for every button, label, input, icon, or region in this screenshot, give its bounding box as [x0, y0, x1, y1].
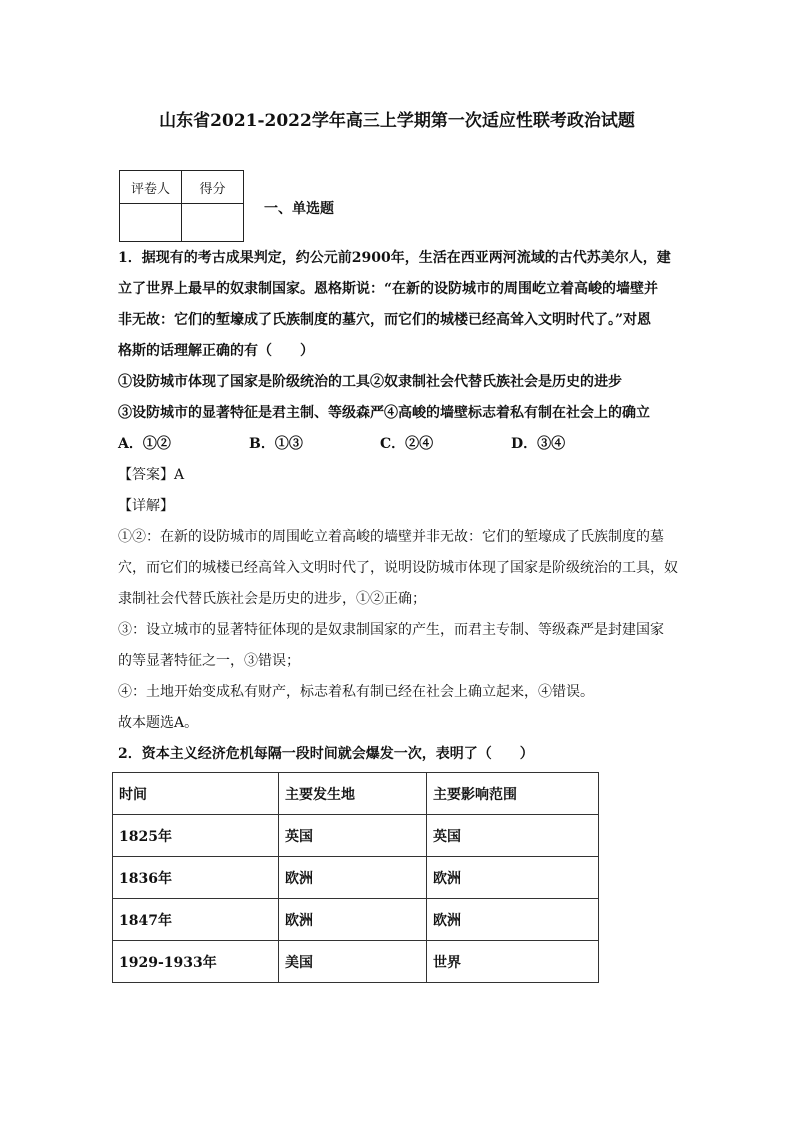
table-header: 主要影响范围 [427, 773, 599, 815]
reviewer-label: 评卷人 [120, 171, 182, 204]
q1-options [118, 429, 678, 460]
table-cell: 1847年 [113, 899, 279, 941]
option-d: D．③④ [511, 436, 566, 452]
q2-stem: 2．资本主义经济危机每隔一段时间就会爆发一次，表明了（ ） [118, 746, 534, 762]
table-header-row [113, 773, 599, 815]
q1-stem-line: 非无故：它们的堑壕成了氏族制度的墓穴，而它们的城楼已经高耸入文明时代了。”对恩 [118, 312, 652, 328]
table-cell: 欧洲 [427, 899, 599, 941]
q1-statement: ①设防城市体现了国家是阶级统治的工具②奴隶制社会代替氏族社会是历史的进步 [118, 374, 622, 390]
q1-stem-line: 1．据现有的考古成果判定，约公元前2900年，生活在西亚两河流域的古代苏美尔人，建 [118, 250, 671, 266]
q1-explanation-line: 穴，而它们的城楼已经高耸入文明时代了，说明设防城市体现了国家是阶级统治的工具，奴 [118, 560, 678, 576]
option-c: C．②④ [380, 436, 434, 452]
q1-statement: ③设防城市的显著特征是君主制、等级森严④高峻的墙壁标志着私有制在社会上的确立 [118, 405, 650, 421]
table-cell: 英国 [427, 815, 599, 857]
q1-explanation-line: ④：土地开始变成私有财产，标志着私有制已经在社会上确立起来，④错误。 [118, 684, 594, 700]
page-title: 山东省2021-2022学年高三上学期第一次适应性联考政治试题 [159, 111, 635, 131]
q1-explanation-line: ①②：在新的设防城市的周围屹立着高峻的墙壁并非无故：它们的堑壕成了氏族制度的墓 [118, 529, 664, 545]
table-row [113, 857, 599, 899]
table-cell: 美国 [279, 941, 427, 983]
q1-explanation-line: 故本题选A。 [118, 715, 199, 731]
reviewer-cell [120, 204, 182, 242]
question-1 [118, 243, 678, 770]
table-cell: 欧洲 [427, 857, 599, 899]
table-row [113, 899, 599, 941]
q1-detail-label: 【详解】 [118, 498, 174, 514]
table-row [113, 815, 599, 857]
table-cell: 世界 [427, 941, 599, 983]
option-a: A．①② [118, 436, 171, 452]
table-header: 主要发生地 [279, 773, 427, 815]
table-row [113, 941, 599, 983]
table-cell: 欧洲 [279, 899, 427, 941]
q1-stem-line: 格斯的话理解正确的有（ ） [118, 343, 314, 359]
table-cell: 1825年 [113, 815, 279, 857]
table-cell: 1836年 [113, 857, 279, 899]
section-heading: 一、单选题 [264, 201, 334, 217]
option-b: B．①③ [249, 436, 303, 452]
q1-stem-line: 立了世界上最早的奴隶制国家。恩格斯说：“在新的设防城市的周围屹立着高峻的墙壁并 [118, 281, 659, 297]
grade-box [119, 170, 244, 242]
table-cell: 1929-1933年 [113, 941, 279, 983]
table-header: 时间 [113, 773, 279, 815]
q1-explanation-line: ③：设立城市的显著特征体现的是奴隶制国家的产生，而君主专制、等级森严是封建国家 [118, 622, 664, 638]
score-cell [182, 204, 244, 242]
score-label: 得分 [182, 171, 244, 204]
table-cell: 欧洲 [279, 857, 427, 899]
q1-explanation-line: 隶制社会代替氏族社会是历史的进步，①②正确； [118, 591, 426, 607]
table-cell: 英国 [279, 815, 427, 857]
q1-explanation-line: 的等显著特征之一，③错误； [118, 653, 300, 669]
q1-answer: 【答案】A [118, 467, 185, 483]
crisis-table [112, 772, 599, 983]
